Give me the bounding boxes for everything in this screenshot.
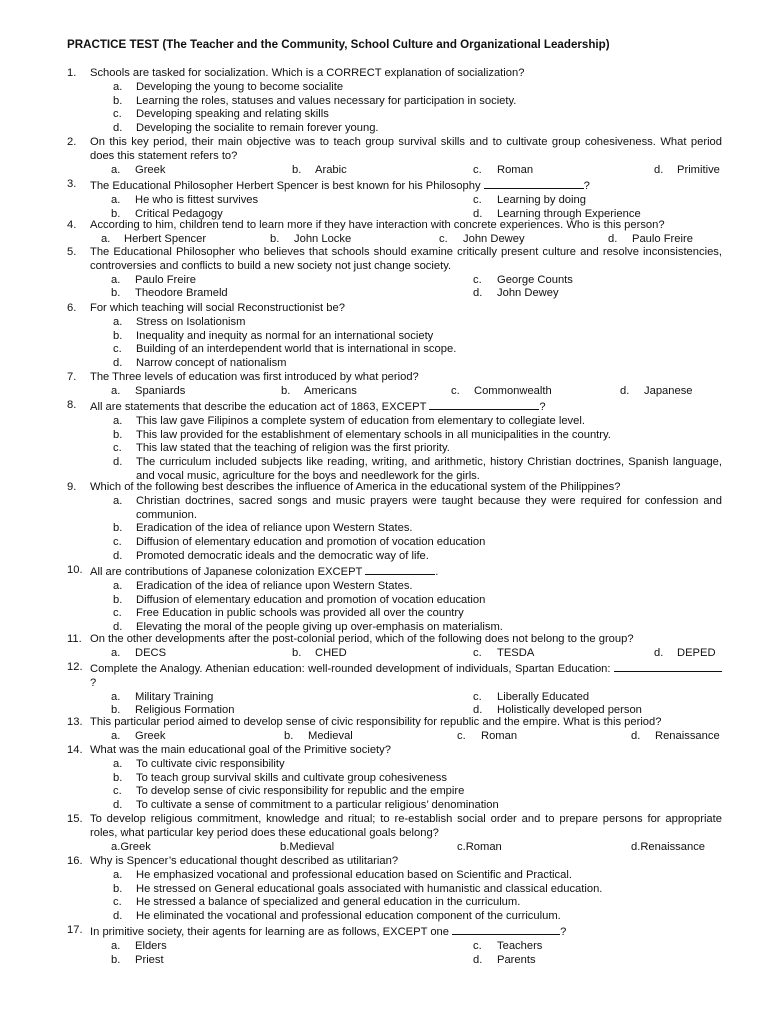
question-text [90,716,722,730]
option-text: Theodore Brameld [135,287,228,300]
option-text: To cultivate a sense of commitment to a particular religious’ denomination [136,799,499,812]
option-text: Herbert Spencer [124,232,207,245]
question-suffix: ? [539,401,546,413]
option-text: This law provided for the establishment of elementary schools in all municipalities in the country. [136,428,611,441]
question-text-body: Complete the Analogy. Athenian education: well-rounded development of individuals, Spartan Education: [90,663,611,675]
question-stem [67,855,722,869]
option-letter: b. [113,522,123,535]
option-letter: b. [111,953,121,966]
question-suffix: ? [90,676,97,689]
question-stem [67,178,722,194]
question-number: 5. [67,246,77,258]
option-letter: c. [113,343,122,356]
option-text: Eradication of the idea of reliance upon Western States. [136,579,413,592]
question-text [90,136,722,164]
option-c[interactable] [67,896,722,910]
question-text [90,564,722,580]
option-text: Paulo Freire [135,273,196,286]
question-item [67,924,722,967]
option-text: Narrow concept of nationalism [136,357,287,370]
question-stem [67,661,722,691]
answer-blank [365,564,435,575]
question-item [67,481,722,564]
option-text: Christian doctrines, sacred songs and music prayers were taught because they were required for confession and communion. [136,494,722,521]
option-letter: c. [473,939,482,952]
question-item [67,219,722,247]
question-text-body: The Educational Philosopher who believes that schools should examine critically present culture and resolve inconsistencies, controversies and conflicts to build a new society not just change society. [90,246,722,272]
page-title: PRACTICE TEST (The Teacher and the Community, School Culture and Organizational Leadership) [67,38,610,51]
option-letter: b. [284,729,294,742]
option-letter: a. [101,232,111,245]
question-item [67,302,722,371]
question-stem [67,924,722,940]
option-letter: a. [113,579,123,592]
option-letter: c. [473,690,482,703]
option-text: John Locke [294,232,352,245]
option-letter: b. [113,593,123,606]
question-text [90,67,722,81]
option-letter: d. [113,122,123,135]
question-text-body: Schools are tasked for socialization. Which is a CORRECT explanation of socialization? [90,67,525,79]
question-item [67,661,722,718]
option-letter: b. [113,771,123,784]
option-text: Eradication of the idea of reliance upon Western States. [136,522,413,535]
question-stem [67,302,722,316]
option-text: This law gave Filipinos a complete system of education from elementary to collegiate level. [136,414,585,427]
question-number: 12. [67,661,83,673]
question-text-body: To develop religious commitment, knowledge and ritual; to re-establish social order and to prepare persons for appropriate roles, what particular key period does these educational goals belong? [90,813,722,839]
question-number: 11. [67,633,82,645]
question-number: 15. [67,813,83,825]
question-stem [67,246,722,274]
options-row [67,233,722,247]
option-letter: b. [270,232,280,245]
option-text: Greek [135,729,166,742]
option-text: Diffusion of elementary education and promotion of vocation education [136,536,486,549]
option-letter: d. [631,840,641,853]
option-text: Roman [497,163,534,176]
option-text: Greek [120,840,151,853]
question-number: 14. [67,744,83,756]
option-b[interactable] [280,841,334,855]
options-row [67,647,722,661]
option-text: Liberally Educated [497,690,590,703]
option-text: Promoted democratic ideals and the democratic way of life. [136,549,429,562]
option-a[interactable] [67,415,722,429]
option-letter: a. [111,384,121,397]
question-text-body: According to him, children tend to learn more if they have interaction with concrete experiences. Who is this person? [90,219,665,231]
question-number: 6. [67,302,77,314]
answer-blank [614,661,722,672]
option-letter: b. [111,207,121,220]
option-letter: a. [113,414,123,427]
option-letter: d. [113,456,123,469]
option-text: Elevating the moral of the people giving up over-emphasis on materialism. [136,621,503,634]
question-number: 1. [67,67,77,79]
question-stem [67,399,722,415]
option-text: Religious Formation [135,704,235,717]
option-b[interactable] [67,95,722,109]
question-text [90,633,722,647]
option-letter: d. [620,384,630,397]
option-letter: b. [113,428,123,441]
option-text: Medieval [289,840,335,853]
question-text [90,924,722,940]
options-row [67,287,722,301]
question-stem [67,813,722,841]
option-letter: b. [113,882,123,895]
option-b[interactable] [67,522,722,536]
option-b[interactable] [67,772,722,786]
option-letter: c. [113,785,122,798]
option-text: Elders [135,939,167,952]
question-number: 3. [67,178,77,190]
option-letter: c. [113,896,122,909]
option-text: Teachers [497,939,543,952]
option-text: This law stated that the teaching of religion was the first priority. [136,442,450,455]
option-text: To cultivate civic responsibility [136,757,285,770]
question-item [67,371,722,399]
question-text [90,813,722,841]
option-text: The curriculum included subjects like reading, writing, and arithmetic, history Christian doctrines, Spanish language, and vocal music, agriculture for the boys and needlework for the girls. [136,456,722,482]
option-c[interactable] [67,442,722,456]
question-text [90,661,722,691]
option-letter: d. [473,704,483,717]
option-letter: d. [608,232,618,245]
option-letter: d. [113,549,123,562]
question-text [90,219,722,233]
option-letter: b. [280,840,290,853]
option-letter: d. [473,953,483,966]
option-text: Free Education in public schools was provided all over the country [136,607,464,620]
option-letter: c. [113,536,122,549]
option-letter: d. [654,646,664,659]
option-letter: c. [451,384,460,397]
option-letter: c. [113,607,122,620]
option-a[interactable] [67,580,722,594]
question-text-body: On the other developments after the post-colonial period, which of the following does not belong to the group? [90,633,634,645]
question-stem [67,136,722,164]
option-text: Military Training [135,690,214,703]
question-text-body: The Three levels of education was first introduced by what period? [90,371,419,383]
option-letter: d. [473,287,483,300]
option-letter: a. [113,315,123,328]
option-text: George Counts [497,273,573,286]
option-letter: a. [111,273,121,286]
options-row [67,940,722,954]
option-letter: c. [457,840,466,853]
option-letter: c. [473,646,482,659]
question-text-body: On this key period, their main objective was to teach group survival skills and to cultivate group cohesiveness. What period does this statement refers to? [90,136,722,162]
option-letter: a. [111,646,121,659]
option-letter: c. [113,442,122,455]
option-text: Developing the socialite to remain forever young. [136,122,379,135]
question-text [90,744,722,758]
option-text: Spaniards [135,384,186,397]
question-item [67,813,722,854]
option-text: Learning by doing [497,193,586,206]
option-letter: d. [113,910,123,923]
option-c[interactable] [67,108,722,122]
option-text: Stress on Isolationism [136,315,246,328]
option-a[interactable] [67,316,722,330]
option-d[interactable] [631,841,705,855]
option-a[interactable] [67,81,722,95]
option-c[interactable] [67,343,722,357]
question-number: 17. [67,924,83,936]
question-number: 4. [67,219,77,231]
option-letter: c. [473,163,482,176]
option-a[interactable] [67,758,722,772]
option-text: Developing speaking and relating skills [136,108,329,121]
option-text: To develop sense of civic responsibility for republic and the empire [136,785,465,798]
option-text: Medieval [308,729,353,742]
answer-blank [484,178,584,189]
option-d[interactable] [67,550,722,564]
option-letter: a. [113,494,123,507]
option-letter: d. [113,799,123,812]
question-stem [67,633,722,647]
answer-blank [452,924,560,935]
question-stem [67,219,722,233]
question-stem [67,716,722,730]
question-text-body: All are contributions of Japanese colonization EXCEPT [90,566,363,578]
option-b[interactable] [67,330,722,344]
options-row [67,691,722,705]
option-letter: a. [111,163,121,176]
option-letter: c. [439,232,448,245]
options-row [67,954,722,968]
question-stem [67,744,722,758]
option-text: Commonwealth [474,384,552,397]
option-d[interactable] [67,910,722,924]
question-stem [67,67,722,81]
option-letter: b. [113,329,123,342]
option-text: DEPED [677,646,716,659]
option-text: Building of an interdependent world that is international in scope. [136,343,457,356]
option-letter: d. [654,163,664,176]
option-letter: a. [111,690,121,703]
option-letter: a. [113,757,123,770]
option-text: Renaissance [655,729,720,742]
option-text: Roman [465,840,502,853]
option-d[interactable] [67,357,722,371]
option-letter: c. [457,729,466,742]
option-c[interactable] [67,536,722,550]
question-item [67,716,722,744]
option-a[interactable] [111,841,151,855]
question-text-body: In primitive society, their agents for learning are as follows, EXCEPT one [90,926,449,938]
option-text: Learning through Experience [497,207,641,220]
option-text: DECS [135,646,167,659]
question-text [90,246,722,274]
option-letter: d. [113,357,123,370]
option-text: John Dewey [497,287,559,300]
option-text: Diffusion of elementary education and promotion of vocation education [136,593,486,606]
option-letter: b. [113,94,123,107]
option-text: Inequality and inequity as normal for an international society [136,329,434,342]
question-suffix: ? [583,180,590,192]
question-text-body: This particular period aimed to develop sense of civic responsibility for republic and the empire. What is this period? [90,716,662,728]
question-text-body: Which of the following best describes the influence of America in the educational system of the Philippines? [90,481,621,493]
question-text-body: All are statements that describe the education act of 1863, EXCEPT [90,401,427,413]
options-row [67,164,722,178]
question-text [90,178,722,194]
question-item [67,633,722,661]
option-letter: d. [631,729,641,742]
question-item [67,67,722,136]
options-row [67,194,722,208]
question-number: 8. [67,399,77,411]
options-row [67,385,722,399]
option-d[interactable] [67,799,722,813]
option-letter: b. [292,163,302,176]
question-text [90,481,722,495]
option-d[interactable] [67,122,722,136]
option-text: He emphasized vocational and professional education based on Scientific and Practical. [136,868,572,881]
answer-blank [429,399,539,410]
option-text: Learning the roles, statuses and values necessary for participation in society. [136,94,517,107]
question-item [67,399,722,484]
option-text: Roman [481,729,518,742]
question-text-body: The Educational Philosopher Herbert Spencer is best known for his Philosophy [90,180,481,192]
question-text-body: What was the main educational goal of the Primitive society? [90,744,391,756]
option-text: He eliminated the vocational and professional education component of the curriculum. [136,910,561,923]
option-letter: c. [473,193,482,206]
option-text: John Dewey [463,232,525,245]
option-letter: a. [111,939,121,952]
option-letter: b. [292,646,302,659]
question-text [90,855,722,869]
options-row [67,730,722,744]
question-suffix: . [435,566,439,578]
option-text: Renaissance [640,840,706,853]
option-text: Japanese [644,384,693,397]
option-text: He who is fittest survives [135,193,259,206]
option-text: He stressed a balance of specialized and general education in the curriculum. [136,896,521,909]
option-letter: c. [473,273,482,286]
question-item [67,564,722,635]
option-a[interactable] [67,869,722,883]
option-text: He stressed on General educational goals associated with humanistic and classical education. [136,882,603,895]
question-text-body: Why is Spencer’s educational thought described as utilitarian? [90,855,399,867]
option-text: Arabic [315,163,347,176]
option-letter: a. [111,729,121,742]
question-text [90,399,722,415]
option-a[interactable] [67,495,722,523]
option-text: TESDA [497,646,535,659]
option-text: Priest [135,953,164,966]
option-text: Americans [304,384,357,397]
option-d[interactable] [67,456,722,484]
question-suffix: ? [560,926,567,938]
option-letter: a. [113,868,123,881]
question-item [67,744,722,813]
question-stem [67,371,722,385]
option-text: Primitive [677,163,720,176]
question-stem [67,564,722,580]
question-number: 13. [67,716,83,728]
option-letter: b. [111,704,121,717]
option-b[interactable] [67,594,722,608]
option-letter: a. [111,840,121,853]
option-letter: a. [111,193,121,206]
options-row [67,274,722,288]
question-number: 16. [67,855,83,867]
option-c[interactable] [67,607,722,621]
option-b[interactable] [67,429,722,443]
option-text: Greek [135,163,166,176]
option-text: CHED [315,646,347,659]
option-text: To teach group survival skills and cultivate group cohesiveness [136,771,447,784]
option-text: Paulo Freire [632,232,693,245]
question-item [67,178,722,221]
question-number: 2. [67,136,77,148]
question-item [67,136,722,177]
option-letter: a. [113,80,123,93]
question-number: 10. [67,564,83,576]
option-text: Critical Pedagogy [135,207,223,220]
option-letter: d. [473,207,483,220]
option-letter: b. [281,384,291,397]
option-text: Developing the young to become socialite [136,80,344,93]
option-letter: d. [113,621,123,634]
question-number: 9. [67,481,77,493]
option-text: Holistically developed person [497,704,642,717]
question-item [67,855,722,924]
option-b[interactable] [67,883,722,897]
option-letter: c. [113,108,122,121]
question-item [67,246,722,301]
question-text-body: For which teaching will social Reconstructionist be? [90,302,345,314]
question-text [90,371,722,385]
options-row [67,841,722,855]
option-c[interactable] [457,841,502,855]
question-number: 7. [67,371,77,383]
option-text: Parents [497,953,536,966]
option-c[interactable] [67,785,722,799]
question-text [90,302,722,316]
question-stem [67,481,722,495]
option-letter: b. [111,287,121,300]
